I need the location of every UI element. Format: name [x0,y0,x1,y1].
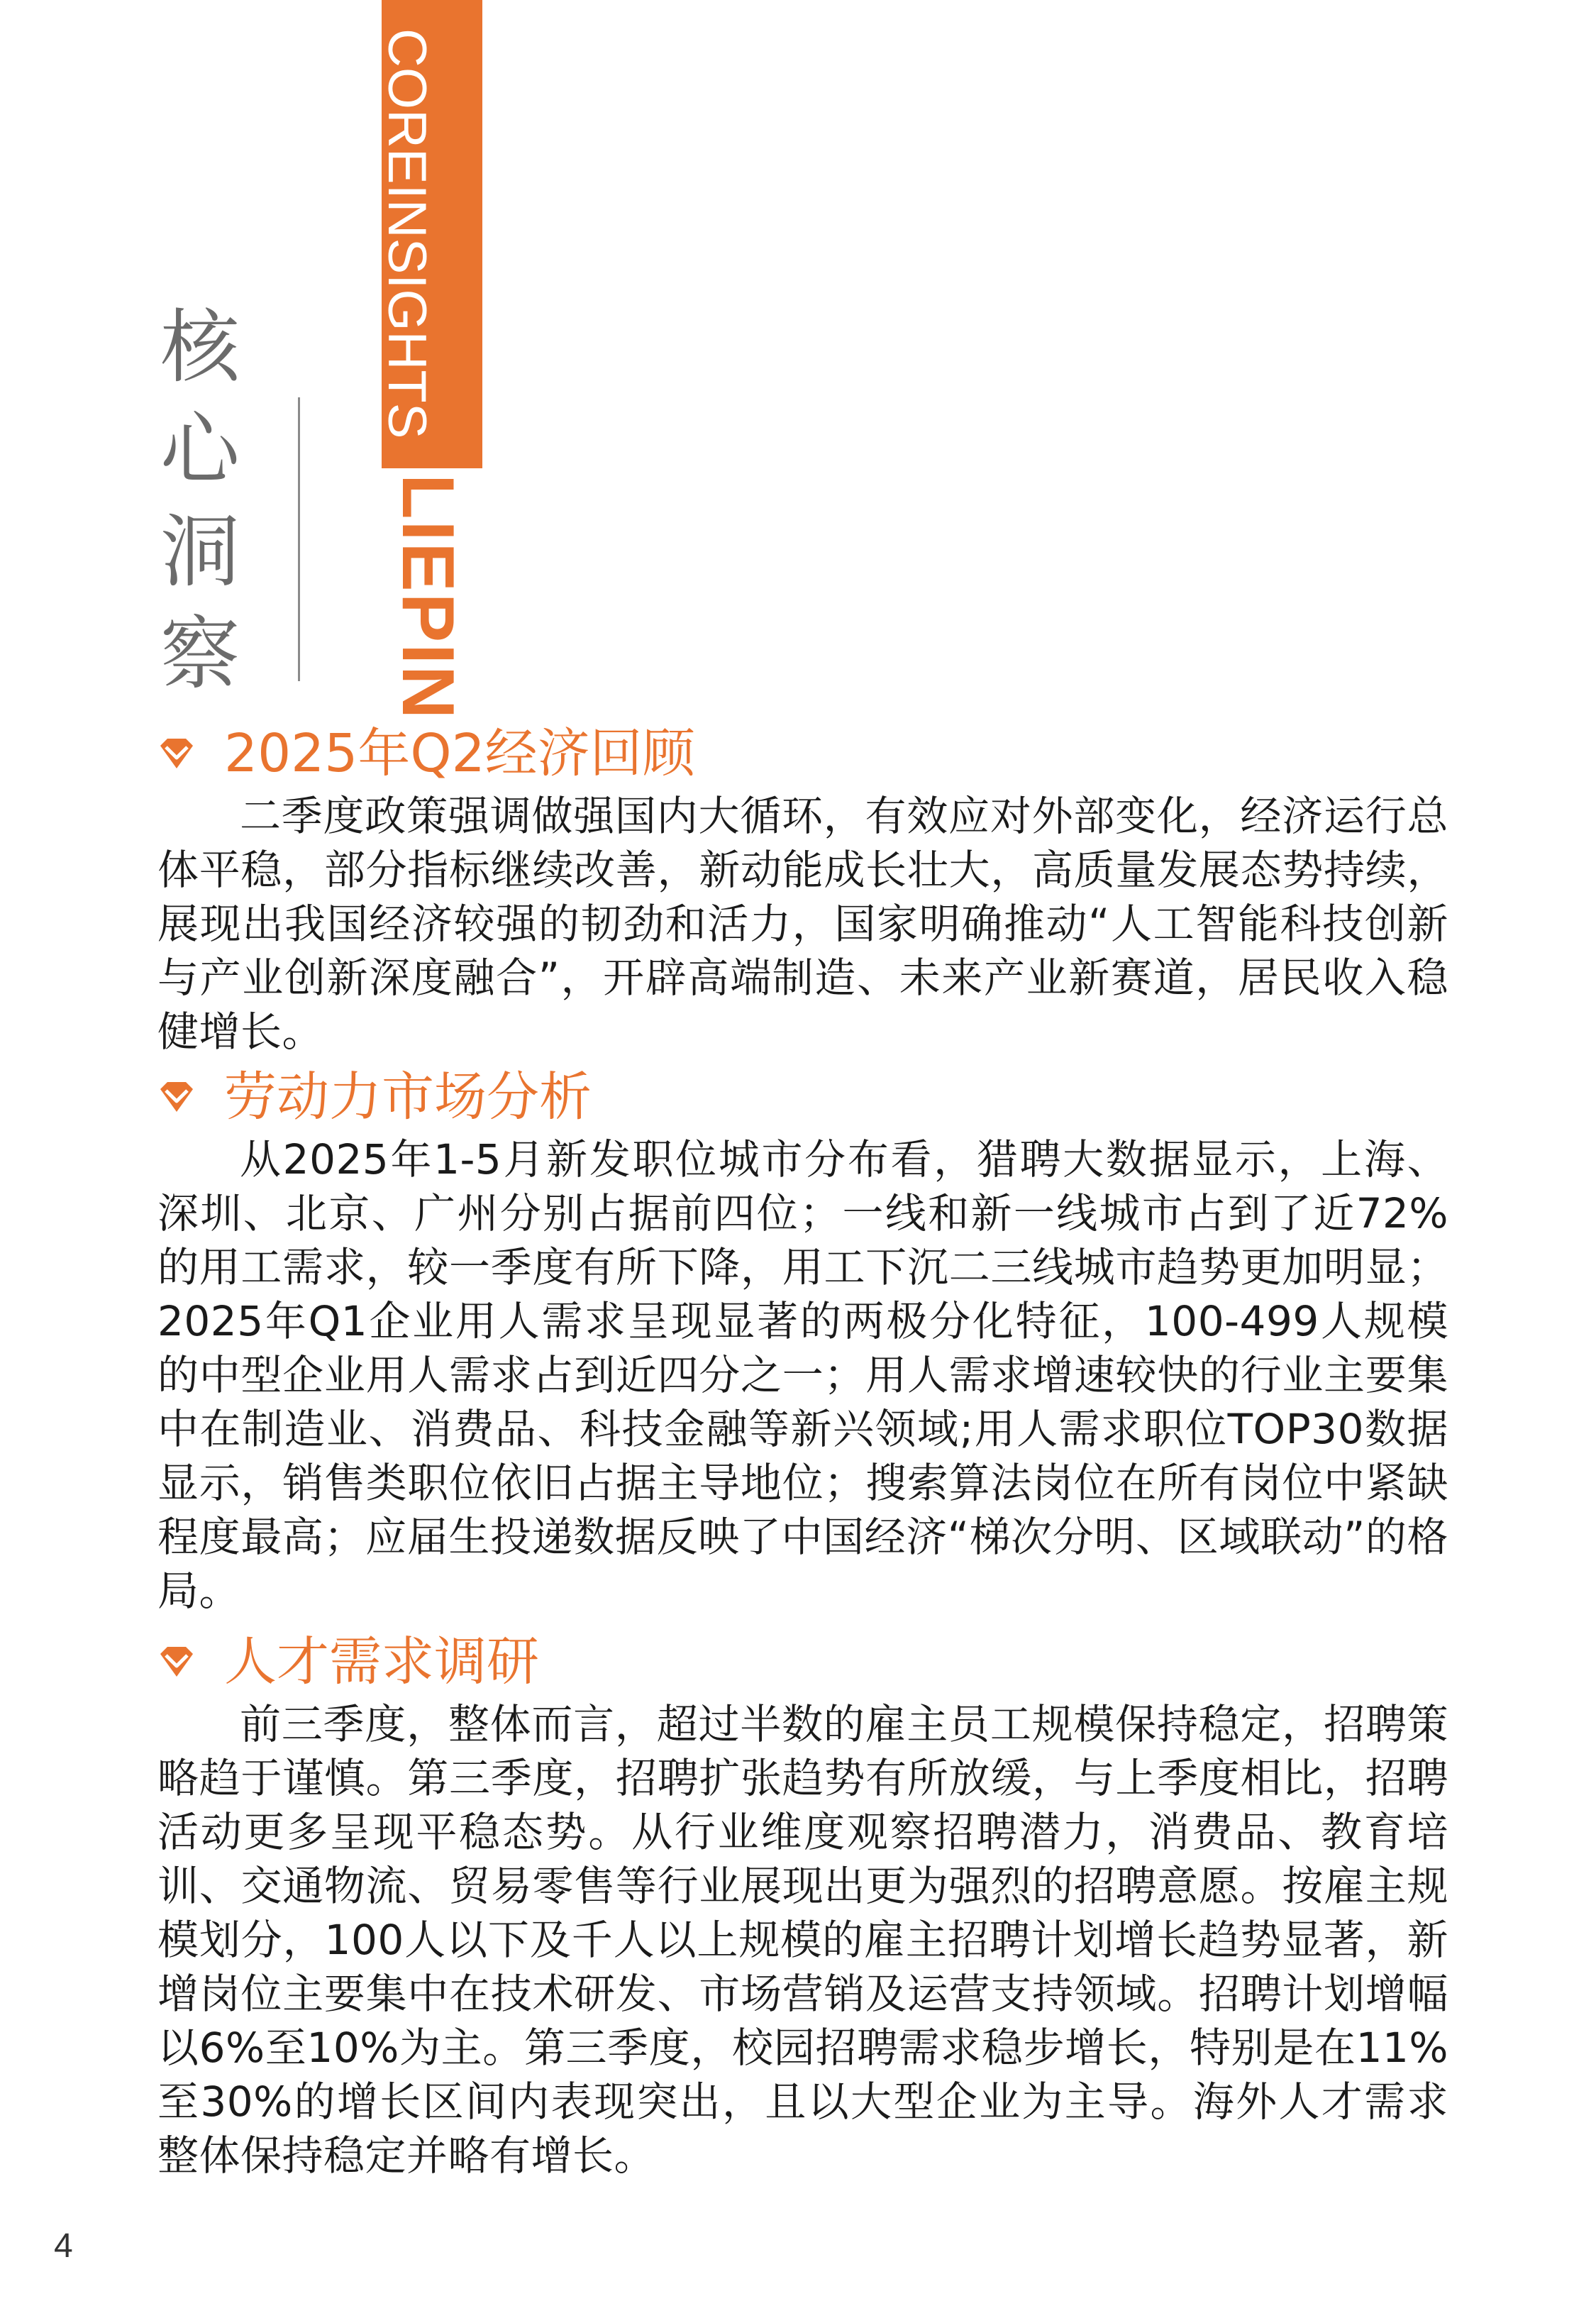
section-economic-review [157,718,1448,1059]
section-header [157,1626,1448,1697]
page-number: 4 [54,2227,73,2265]
brand-name: LIEPIN [387,474,469,721]
section-body: 前三季度，整体而言，超过半数的雇主员工规模保持稳定，招聘策略趋于谨慎。第三季度，招聘扩张趋势有所放缓，与上季度相比，招聘活动更多呈现平稳态势。从行业维度观察招聘潜力，消费品、教育培训、交通物流、贸易零售等行业展现出更为强烈的招聘意愿。按雇主规模划分，100人以下及千人以上规模的雇主招聘计划增长趋势显著，新增岗位主要集中在技术研发、市场营销及运营支持领域。招聘计划增幅以6%至10%为主。第三季度，校园招聘需求稳步增长，特别是在11%至30%的增长区间内表现突出，且以大型企业为主导。海外人才需求整体保持稳定并略有增长。 [157,1700,1448,2180]
diamond-heart-icon [157,1643,196,1681]
section-body: 从2025年1-5月新发职位城市分布看，猎聘大数据显示，上海、深圳、北京、广州分别占据前四位；一线和新一线城市占到了近72%的用工需求，较一季度有所下降，用工下沉二三线城市趋势更加明显；2025年Q1企业用人需求呈现显著的两极分化特征，100-499人规模的中型企业用人需求占到近四分之一；用人需求增速较快的行业主要集中在制造业、消费品、科技金融等新兴领域;用人需求职位TOP30数据显示，销售类职位依旧占据主导地位；搜索算法岗位在所有岗位中紧缺程度最高；应届生投递数据反映了中国经济“梯次分明、区域联动”的格局。 [157,1135,1448,1615]
section-title: 劳动力市场分析 [224,1066,592,1127]
title-char: 洞 [160,506,240,598]
title-char: 察 [160,608,240,700]
section-title: 人才需求调研 [224,1631,539,1692]
title-divider [298,397,300,681]
section-title: 2025年Q2经济回顾 [224,723,695,784]
section-labor-market [157,1061,1448,1618]
section-header [157,1061,1448,1132]
section-header [157,718,1448,789]
title-char: 核 [160,302,240,394]
title-char: 心 [160,404,240,496]
diamond-heart-icon [157,734,196,773]
diamond-heart-icon [157,1078,196,1116]
section-body: 二季度政策强调做强国内大循环，有效应对外部变化，经济运行总体平稳，部分指标继续改善，新动能成长壮大，高质量发展态势持续，展现出我国经济较强的韧劲和活力，国家明确推动“人工智能科技创新与产业创新深度融合”，开辟高端制造、未来产业新赛道，居民收入稳健增长。 [157,792,1448,1056]
banner-text: COREINSIGHTS [377,28,437,439]
page-title-vertical [157,297,243,705]
section-talent-demand [157,1626,1448,2183]
